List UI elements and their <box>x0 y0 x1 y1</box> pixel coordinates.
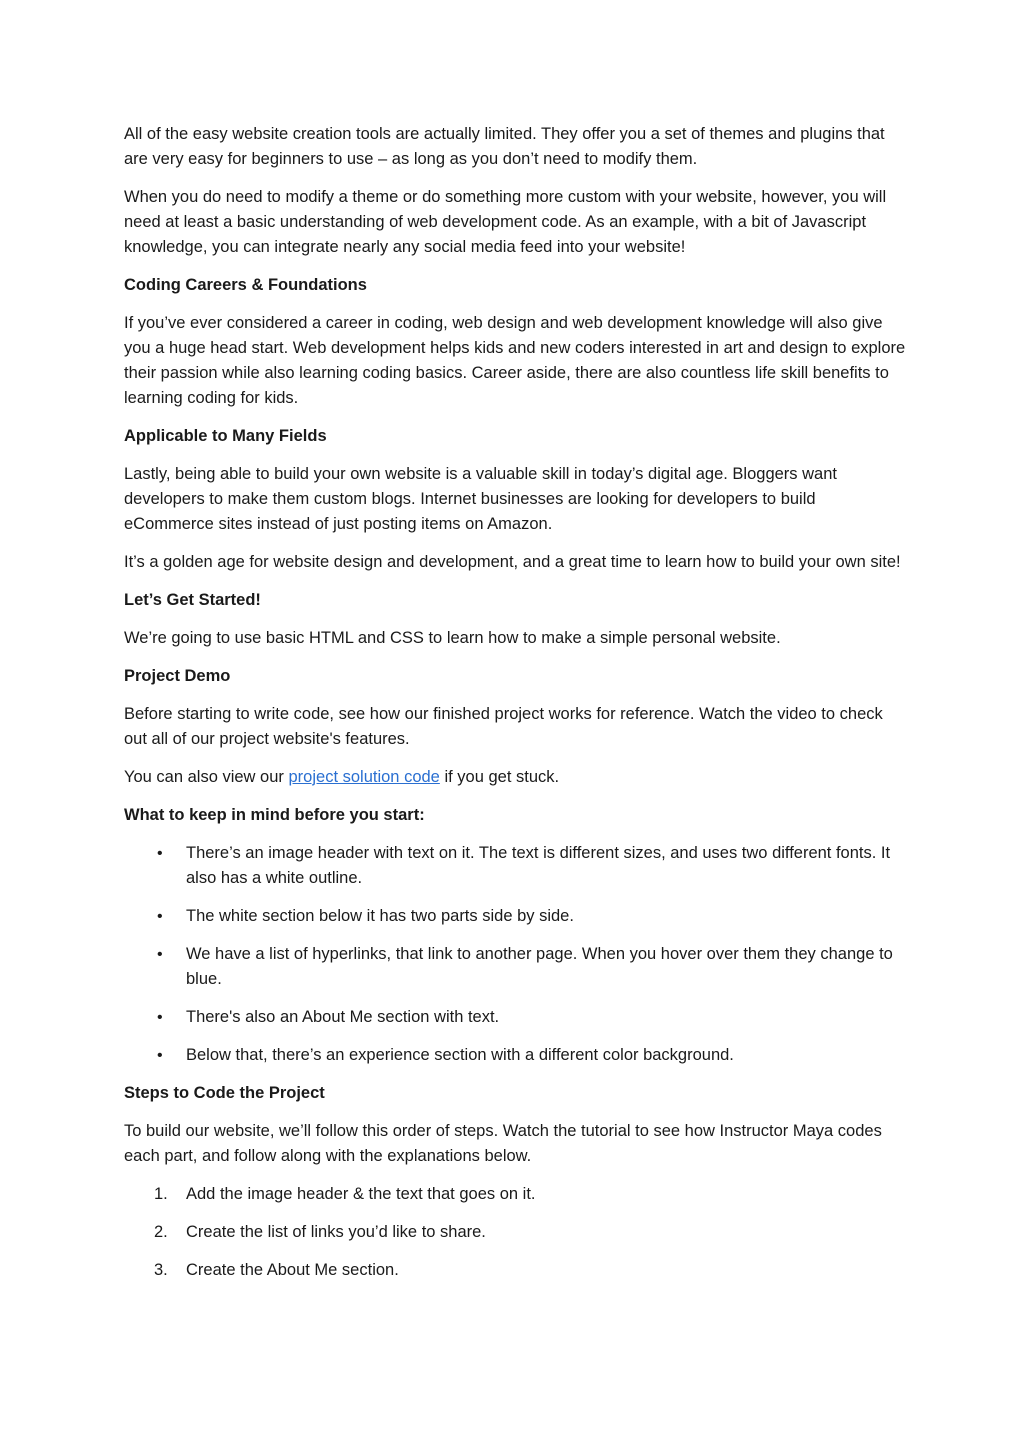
step-text: Create the About Me section. <box>186 1261 399 1279</box>
paragraph-coding-careers: If you’ve ever considered a career in coding, web design and web development knowledge will also give you a huge head start. Web development helps kids and new coders interested in art and design to explore their passion while also learning coding basics. Career aside, there are also countless life skill benefits to learning coding for kids. <box>124 314 906 407</box>
heading-project-demo: Project Demo <box>124 667 231 685</box>
step-item <box>124 1258 909 1283</box>
list-item-text: The white section below it has two parts side by side. <box>186 907 574 925</box>
steps-list <box>124 1182 909 1283</box>
heading-coding-careers: Coding Careers & Foundations <box>124 276 367 294</box>
bullet-icon: • <box>157 1009 163 1026</box>
solution-code-prefix: You can also view our <box>124 768 289 786</box>
list-item-text: We have a list of hyperlinks, that link to another page. When you hover over them they change to blue. <box>186 945 893 988</box>
paragraph-intro: All of the easy website creation tools are actually limited. They offer you a set of themes and plugins that are very easy for beginners to use – as long as you don’t need to modify them. <box>124 125 885 168</box>
project-solution-code-link[interactable]: project solution code <box>288 768 440 786</box>
bullet-icon: • <box>157 946 163 963</box>
step-text: Add the image header & the text that goes on it. <box>186 1185 536 1203</box>
paragraph-project-demo: Before starting to write code, see how our finished project works for reference. Watch the video to check out all of our project website's features. <box>124 705 883 748</box>
heading-keep-in-mind: What to keep in mind before you start: <box>124 806 425 824</box>
list-item-text: There's also an About Me section with text. <box>186 1008 500 1026</box>
heading-applicable-fields: Applicable to Many Fields <box>124 427 327 445</box>
step-text: Create the list of links you’d like to share. <box>186 1223 486 1241</box>
paragraph-golden-age: It’s a golden age for website design and development, and a great time to learn how to build your own site! <box>124 553 901 571</box>
bullet-icon: • <box>157 908 163 925</box>
paragraph-steps-intro: To build our website, we’ll follow this order of steps. Watch the tutorial to see how Instructor Maya codes each part, and follow along with the explanations below. <box>124 1122 882 1165</box>
list-item <box>124 942 909 992</box>
step-number: 3. <box>154 1261 168 1279</box>
list-item <box>124 1043 909 1068</box>
paragraph-get-started: We’re going to use basic HTML and CSS to learn how to make a simple personal website. <box>124 629 781 647</box>
step-number: 2. <box>154 1223 168 1241</box>
step-number: 1. <box>154 1185 168 1203</box>
paragraph-modify-theme: When you do need to modify a theme or do something more custom with your website, however, you will need at least a basic understanding of web development code. As an example, with a bit of Javascript knowledge, you can integrate nearly any social media feed into your website! <box>124 188 887 256</box>
step-item <box>124 1220 909 1245</box>
paragraph-applicable-fields: Lastly, being able to build your own website is a valuable skill in today’s digital age. Bloggers want developers to make them custom blogs. Internet businesses are looking for developers to build eCommerce sites instead of just posting items on Amazon. <box>124 465 837 533</box>
list-item <box>124 904 909 929</box>
step-item <box>124 1182 909 1207</box>
bullet-icon: • <box>157 845 163 862</box>
list-item <box>124 841 909 891</box>
keep-in-mind-list <box>124 841 909 1068</box>
paragraph-solution-code <box>124 765 909 790</box>
list-item-text: There’s an image header with text on it. The text is different sizes, and uses two different fonts. It also has a white outline. <box>186 844 891 887</box>
list-item-text: Below that, there’s an experience section with a different color background. <box>186 1046 734 1064</box>
solution-code-suffix: if you get stuck. <box>439 768 560 786</box>
heading-steps-to-code: Steps to Code the Project <box>124 1084 325 1102</box>
heading-lets-get-started: Let’s Get Started! <box>124 591 261 609</box>
list-item <box>124 1005 909 1030</box>
document-body <box>124 122 909 1296</box>
bullet-icon: • <box>157 1047 163 1064</box>
